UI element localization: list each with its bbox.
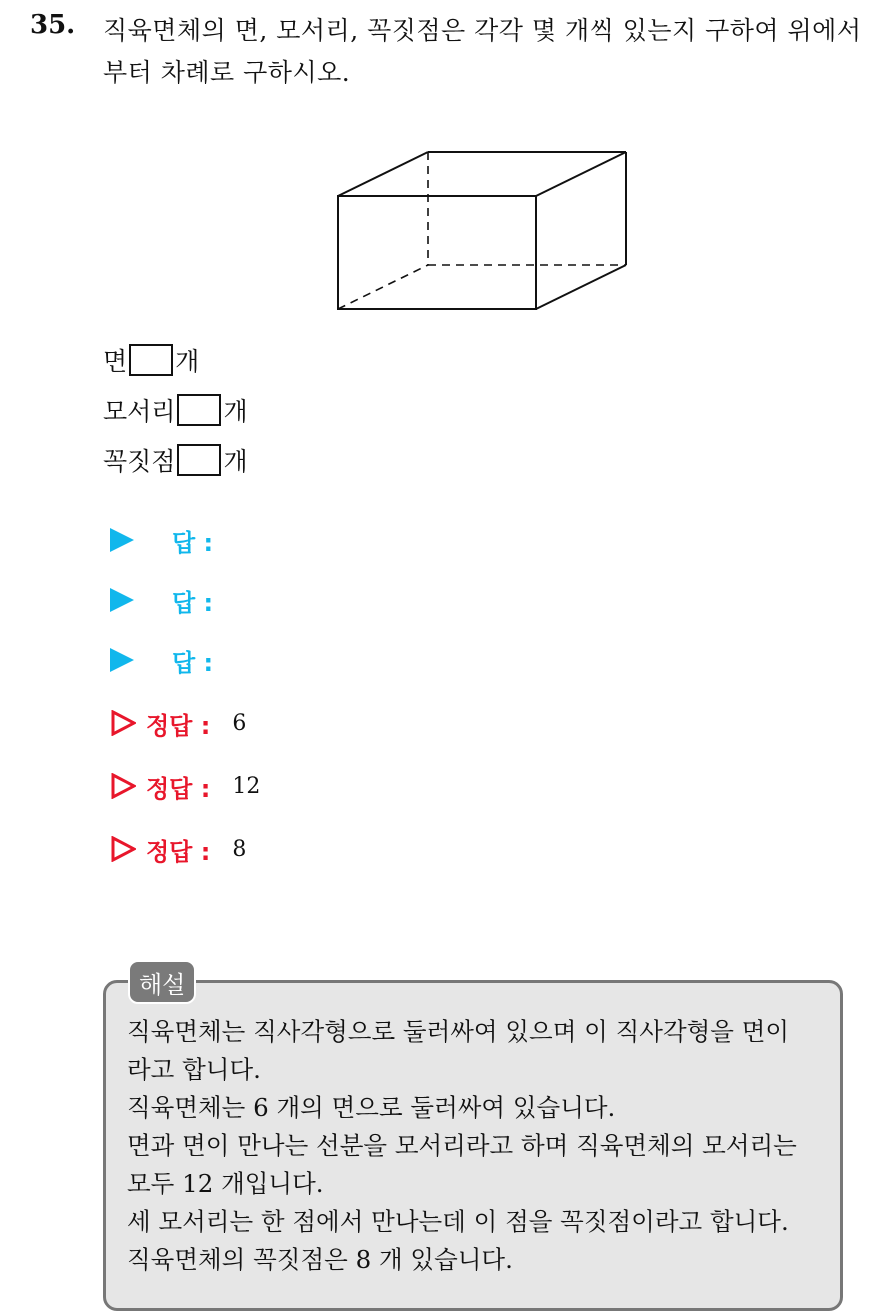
- blank-row-faces: [103, 342, 199, 378]
- question-number: 35.: [30, 10, 76, 40]
- question-text-line: 부터 차례로 구하시오.: [103, 58, 351, 87]
- explanation-line: 직육면체는 직사각형으로 둘러싸여 있으며 이 직사각형을 면이: [127, 1017, 790, 1046]
- question-text: [103, 10, 873, 94]
- answer-label: 답 :: [172, 648, 214, 677]
- answer-box-faces[interactable]: [129, 344, 173, 376]
- explanation-line: 라고 합니다.: [127, 1055, 261, 1084]
- answer-label: 답 :: [172, 528, 214, 557]
- answer-prompt-row: [110, 583, 213, 617]
- explanation-tag: 해설: [128, 960, 196, 1004]
- answer-label: 답 :: [172, 588, 214, 617]
- question-text-line: 직육면체의 면, 모서리, 꼭짓점은 각각 몇 개씩 있는지 구하여 위에서: [103, 16, 862, 45]
- explanation-line: 모두 12 개입니다.: [127, 1169, 324, 1198]
- answer-box-edges[interactable]: [177, 394, 221, 426]
- play-arrow-icon: [110, 588, 134, 612]
- explanation-line: 세 모서리는 한 점에서 만나는데 이 점을 꼭짓점이라고 합니다.: [127, 1207, 789, 1236]
- answer-box-vertices[interactable]: [177, 444, 221, 476]
- blank-row-edges: [103, 392, 248, 428]
- explanation-line: 직육면체는 6 개의 면으로 둘러싸여 있습니다.: [127, 1093, 616, 1122]
- blank-unit: 개: [223, 397, 248, 426]
- outline-arrow-icon: [110, 710, 136, 736]
- correct-answer-label: 정답 :: [146, 711, 211, 740]
- correct-answer-row: [110, 706, 246, 740]
- blank-label: 꼭짓점: [103, 447, 176, 476]
- outline-arrow-icon: [110, 836, 136, 862]
- cuboid-edge: [536, 152, 626, 196]
- play-arrow-icon: [110, 528, 134, 552]
- cuboid-edge: [338, 152, 428, 196]
- explanation-text: [127, 1013, 827, 1279]
- correct-answer-value: 6: [232, 710, 247, 736]
- answer-prompt-row: [110, 643, 213, 677]
- blank-unit: 개: [175, 347, 200, 376]
- correct-answer-label: 정답 :: [146, 774, 211, 803]
- explanation-line: 직육면체의 꼭짓점은 8 개 있습니다.: [127, 1245, 513, 1274]
- play-arrow-icon: [110, 648, 134, 672]
- cuboid-front-face: [338, 196, 536, 309]
- blank-row-vertices: [103, 442, 248, 478]
- correct-answer-row: [110, 832, 246, 866]
- blank-label: 면: [103, 347, 128, 376]
- correct-answer-row: [110, 769, 260, 803]
- answer-prompt-row: [110, 523, 213, 557]
- blank-unit: 개: [223, 447, 248, 476]
- cuboid-edge: [536, 265, 626, 309]
- blank-label: 모서리: [103, 397, 176, 426]
- cuboid-hidden-edge: [338, 265, 428, 309]
- outline-arrow-icon: [110, 773, 136, 799]
- correct-answer-label: 정답 :: [146, 837, 211, 866]
- cuboid-figure: [330, 145, 630, 315]
- correct-answer-value: 8: [232, 836, 247, 862]
- explanation-line: 면과 면이 만나는 선분을 모서리라고 하며 직육면체의 모서리는: [127, 1131, 797, 1160]
- correct-answer-value: 12: [232, 773, 261, 799]
